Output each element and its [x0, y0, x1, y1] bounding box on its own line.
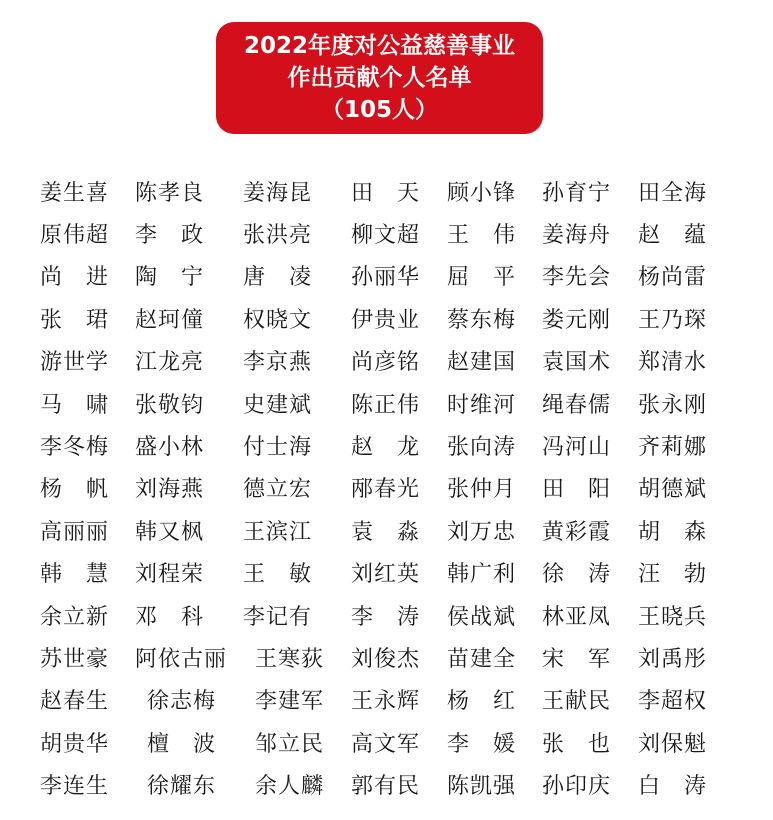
name-cell: 胡 森: [638, 519, 708, 545]
name-cell: 李建军: [255, 689, 325, 715]
name-cell: 李冬梅: [40, 435, 110, 461]
name-cell: 陈凯强: [447, 774, 517, 800]
name-cell: 绳春儒: [542, 392, 612, 418]
name-cell: 陶 宁: [135, 265, 205, 291]
name-cell: 郑清水: [638, 350, 708, 376]
name-cell: 郭有民: [351, 774, 421, 800]
name-cell: 檀 波: [147, 731, 217, 757]
name-cell: 杨尚雷: [638, 265, 708, 291]
name-cell: 张永刚: [638, 392, 708, 418]
name-cell: 史建斌: [243, 392, 313, 418]
name-cell: 李超权: [638, 689, 708, 715]
name-cell: 张洪亮: [243, 223, 313, 249]
title-line-2: 作出贡献个人名单: [287, 65, 472, 91]
name-cell: 韩又枫: [135, 519, 205, 545]
name-cell: 李 政: [135, 223, 205, 249]
name-cell: 陈正伟: [351, 392, 421, 418]
name-cell: 徐志梅: [147, 689, 217, 715]
name-cell: 杨 红: [447, 689, 517, 715]
name-cell: 刘海燕: [135, 477, 205, 503]
name-cell: 孙印庆: [542, 774, 612, 800]
name-cell: 韩广利: [447, 562, 517, 588]
name-cell: 娄元刚: [542, 307, 612, 333]
name-cell: 邹立民: [255, 731, 325, 757]
name-cell: 杨 帆: [40, 477, 110, 503]
name-cell: 田 阳: [542, 477, 612, 503]
name-cell: 张 珺: [40, 307, 110, 333]
name-cell: 蔡东梅: [447, 307, 517, 333]
name-cell: 德立宏: [243, 477, 313, 503]
name-cell: 王献民: [542, 689, 612, 715]
name-cell: 赵 龙: [351, 435, 421, 461]
name-cell: 李连生: [40, 774, 110, 800]
name-cell: 柳文超: [351, 223, 421, 249]
name-cell: 余立新: [40, 604, 110, 630]
name-cell: 孙育宁: [542, 180, 612, 206]
name-cell: 顾小锋: [447, 180, 517, 206]
name-cell: 尚 进: [40, 265, 110, 291]
name-cell: 张 也: [542, 731, 612, 757]
name-cell: 王 敏: [243, 562, 313, 588]
name-cell: 姜生喜: [40, 180, 110, 206]
name-cell: 胡德斌: [638, 477, 708, 503]
name-cell: 黄彩霞: [542, 519, 612, 545]
name-cell: 田 天: [351, 180, 421, 206]
name-cell: 陈孝良: [135, 180, 205, 206]
name-cell: 赵珂僮: [135, 307, 205, 333]
name-cell: 原伟超: [40, 223, 110, 249]
name-cell: 李先会: [542, 265, 612, 291]
name-cell: 刘万忠: [447, 519, 517, 545]
name-cell: 高丽丽: [40, 519, 110, 545]
name-cell: 李京燕: [243, 350, 313, 376]
name-cell: 宋 军: [542, 646, 612, 672]
name-cell: 王乃琛: [638, 307, 708, 333]
name-cell: 赵 蕴: [638, 223, 708, 249]
name-cell: 邓 科: [135, 604, 205, 630]
name-cell: 齐莉娜: [638, 435, 708, 461]
title-banner: [216, 22, 543, 134]
name-cell: 刘程荣: [135, 562, 205, 588]
name-cell: 姜海昆: [243, 180, 313, 206]
name-cell: 张仲月: [447, 477, 517, 503]
name-cell: 袁 淼: [351, 519, 421, 545]
name-cell: 屈 平: [447, 265, 517, 291]
name-cell: 李 媛: [447, 731, 517, 757]
name-cell: 侯战斌: [447, 604, 517, 630]
name-cell: 李记有: [243, 604, 313, 630]
name-cell: 权晓文: [243, 307, 313, 333]
name-cell: 袁国术: [542, 350, 612, 376]
name-cell: 孙丽华: [351, 265, 421, 291]
name-cell: 苗建全: [447, 646, 517, 672]
name-cell: 刘保魁: [638, 731, 708, 757]
name-cell: 王寒荻: [255, 646, 325, 672]
name-cell: 徐 涛: [542, 562, 612, 588]
name-cell: 时维河: [447, 392, 517, 418]
name-cell: 王永辉: [351, 689, 421, 715]
title-line-1: 2022年度对公益慈善事业: [243, 33, 515, 59]
name-cell: 刘俊杰: [351, 646, 421, 672]
name-cell: 尚彦铭: [351, 350, 421, 376]
name-cell: 白 涛: [638, 774, 708, 800]
name-cell: 王滨江: [243, 519, 313, 545]
name-cell: 张向涛: [447, 435, 517, 461]
name-cell: 盛小林: [135, 435, 205, 461]
name-cell: 赵建国: [447, 350, 517, 376]
name-cell: 王晓兵: [638, 604, 708, 630]
name-cell: 徐耀东: [147, 774, 217, 800]
name-cell: 唐 凌: [243, 265, 313, 291]
name-cell: 邴春光: [351, 477, 421, 503]
name-cell: 张敬钧: [135, 392, 205, 418]
name-cell: 江龙亮: [135, 350, 205, 376]
name-cell: 刘红英: [351, 562, 421, 588]
name-list: [40, 170, 730, 806]
name-cell: 阿依古丽: [135, 646, 228, 672]
name-cell: 汪 勃: [638, 562, 708, 588]
name-cell: 付士海: [243, 435, 313, 461]
name-cell: 田全海: [638, 180, 708, 206]
name-cell: 姜海舟: [542, 223, 612, 249]
name-cell: 余人麟: [255, 774, 325, 800]
name-cell: 苏世豪: [40, 646, 110, 672]
name-cell: 高文军: [351, 731, 421, 757]
name-cell: 冯河山: [542, 435, 612, 461]
name-cell: 林亚凤: [542, 604, 612, 630]
name-cell: 李 涛: [351, 604, 421, 630]
name-cell: 伊贵业: [351, 307, 421, 333]
name-cell: 刘禹彤: [638, 646, 708, 672]
name-cell: 马 啸: [40, 392, 110, 418]
name-cell: 赵春生: [40, 689, 110, 715]
name-cell: 胡贵华: [40, 731, 110, 757]
name-cell: 王 伟: [447, 223, 517, 249]
title-line-3: （105人）: [320, 97, 438, 123]
name-cell: 游世学: [40, 350, 110, 376]
name-cell: 韩 慧: [40, 562, 110, 588]
